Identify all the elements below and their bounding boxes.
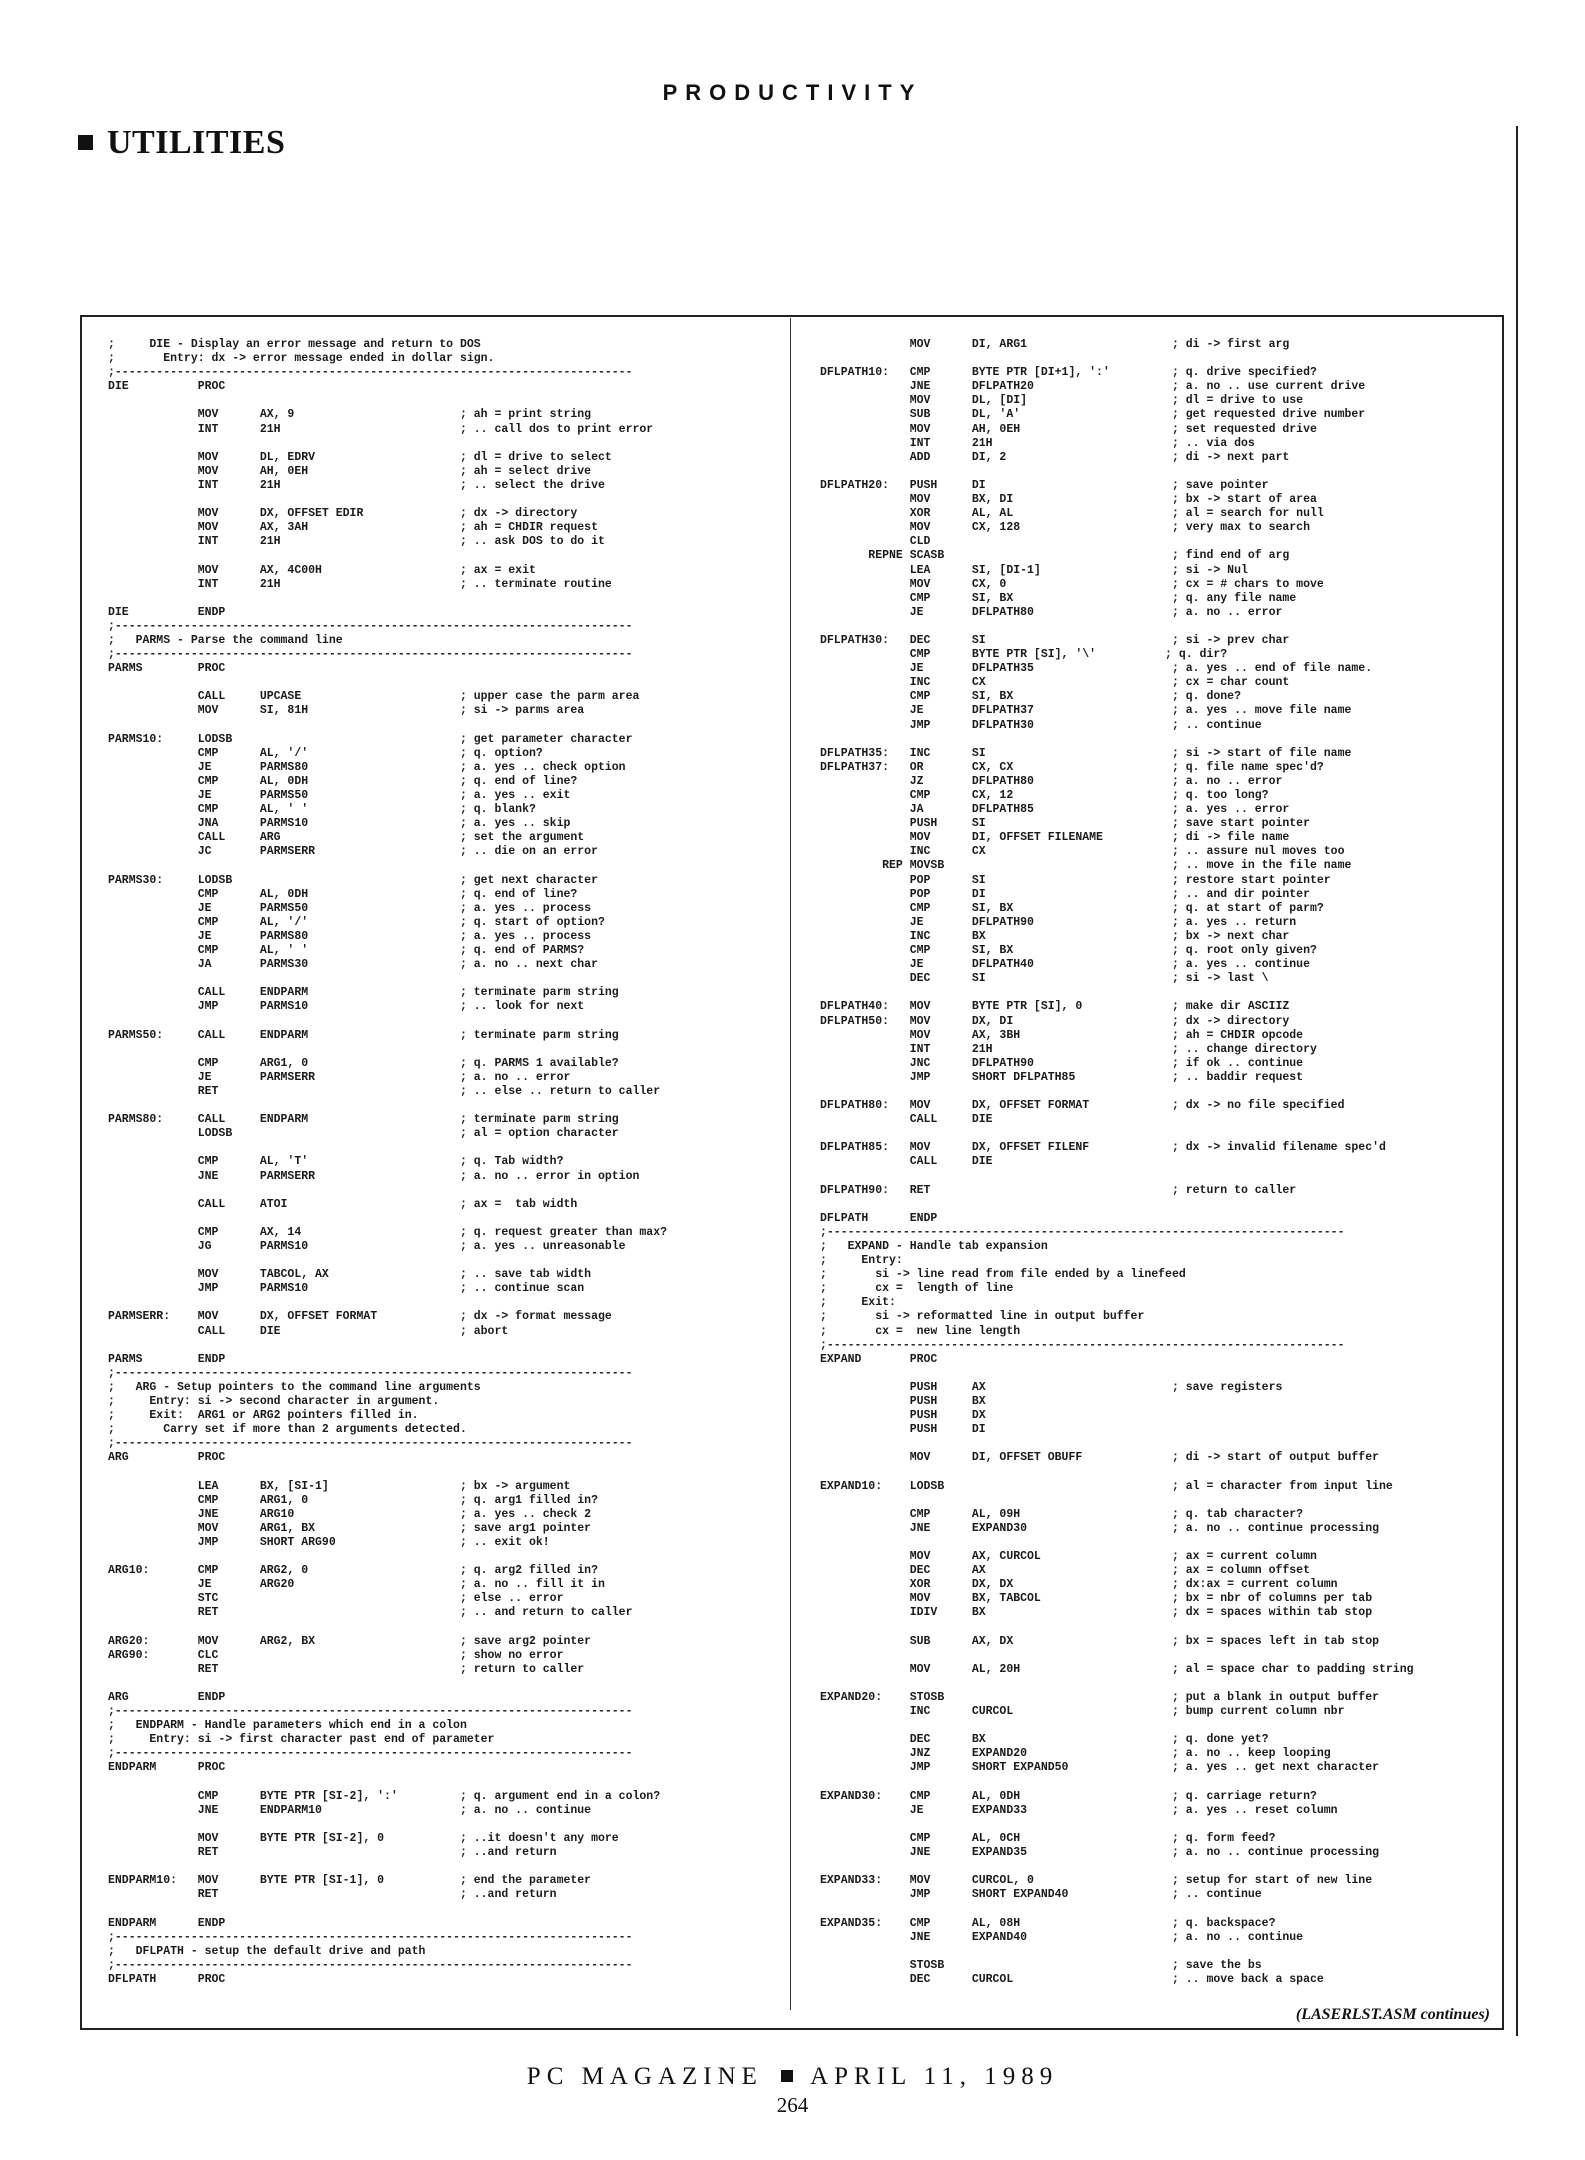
code-line: ;--------------------------------------------------------------------------- bbox=[108, 1705, 633, 1719]
page-heading-text: UTILITIES bbox=[107, 124, 286, 161]
code-line: LODSB ; al = option character bbox=[108, 1127, 619, 1141]
code-line: DFLPATH ENDP bbox=[820, 1211, 938, 1225]
code-line: JMP SHORT ARG90 ; .. exit ok! bbox=[108, 1535, 550, 1549]
code-line: CALL ENDPARM ; terminate parm string bbox=[108, 986, 619, 1000]
code-line: CMP ARG1, 0 ; q. PARMS 1 available? bbox=[108, 1056, 619, 1070]
code-line: ; DIE - Display an error message and return to DOS bbox=[108, 338, 481, 351]
code-line: INC CX ; cx = char count bbox=[820, 676, 1290, 690]
code-line: DFLPATH PROC bbox=[108, 1972, 226, 1986]
code-line: CMP SI, BX ; q. at start of parm? bbox=[820, 901, 1324, 915]
code-line: ;--------------------------------------------------------------------------- bbox=[108, 1366, 633, 1380]
code-line: INT 21H ; .. change directory bbox=[820, 1042, 1317, 1056]
page-heading bbox=[78, 124, 285, 162]
code-line: JE PARMS80 ; a. yes .. check option bbox=[108, 760, 626, 774]
code-line: JE DFLPATH90 ; a. yes .. return bbox=[820, 915, 1297, 929]
code-line: INC BX ; bx -> next char bbox=[820, 929, 1290, 943]
code-line: JNA PARMS10 ; a. yes .. skip bbox=[108, 817, 571, 831]
code-line: ARG20: MOV ARG2, BX ; save arg2 pointer bbox=[108, 1634, 592, 1648]
code-line: ARG10: CMP ARG2, 0 ; q. arg2 filled in? bbox=[108, 1564, 598, 1578]
listing-continuation-caption: (LASERLST.ASM continues) bbox=[1295, 2006, 1490, 2023]
footer-publication: PC MAGAZINE bbox=[526, 2063, 763, 2090]
footer-date: APRIL 11, 1989 bbox=[810, 2063, 1059, 2090]
code-line: ENDPARM10: MOV BYTE PTR [SI-1], 0 ; end the parameter bbox=[108, 1874, 592, 1888]
code-line: MOV DX, OFFSET EDIR ; dx -> directory bbox=[108, 507, 578, 521]
code-line: LEA BX, [SI-1] ; bx -> argument bbox=[108, 1479, 571, 1493]
code-line: POP SI ; restore start pointer bbox=[820, 873, 1331, 887]
code-line: PUSH DX bbox=[820, 1409, 986, 1423]
code-line: CALL UPCASE ; upper case the parm area bbox=[108, 690, 640, 704]
code-line: JE PARMS50 ; a. yes .. exit bbox=[108, 789, 571, 802]
code-line: DFLPATH37: OR CX, CX ; q. file name spec'd? bbox=[820, 760, 1324, 774]
code-line: JMP PARMS10 ; .. continue scan bbox=[108, 1282, 585, 1296]
section-label: PRODUCTIVITY bbox=[662, 80, 923, 105]
code-line: ENDPARM PROC bbox=[108, 1761, 226, 1775]
code-line: JE DFLPATH80 ; a. no .. error bbox=[820, 605, 1283, 619]
code-line: JE DFLPATH40 ; a. yes .. continue bbox=[820, 958, 1310, 972]
code-line: CMP BYTE PTR [SI], '\' ; q. dir? bbox=[820, 648, 1228, 662]
code-line: MOV CX, 128 ; very max to search bbox=[820, 521, 1310, 535]
code-line: DFLPATH30: DEC SI ; si -> prev char bbox=[820, 633, 1290, 647]
code-line: DEC SI ; si -> last \ bbox=[820, 972, 1269, 986]
code-line: MOV DI, OFFSET FILENAME ; di -> file name bbox=[820, 831, 1290, 845]
code-line: ; Entry: si -> first character past end of parameter bbox=[108, 1733, 495, 1747]
code-line: ; PARMS - Parse the command line bbox=[108, 633, 343, 647]
code-line: ;--------------------------------------------------------------------------- bbox=[820, 1225, 1345, 1239]
code-line: JNC DFLPATH90 ; if ok .. continue bbox=[820, 1056, 1304, 1070]
code-line: MOV AL, 20H ; al = space char to padding string bbox=[820, 1662, 1414, 1676]
code-line: MOV DI, OFFSET OBUFF ; di -> start of output buffer bbox=[820, 1451, 1379, 1465]
code-line: CMP AL, 'T' ; q. Tab width? bbox=[108, 1155, 564, 1169]
code-line: CALL DIE bbox=[820, 1155, 993, 1169]
page-footer bbox=[0, 2063, 1585, 2091]
code-line: JNE EXPAND35 ; a. no .. continue processing bbox=[820, 1846, 1379, 1860]
code-line: RET ; .. and return to caller bbox=[108, 1606, 633, 1620]
code-line: MOV ARG1, BX ; save arg1 pointer bbox=[108, 1521, 592, 1535]
code-line: MOV BYTE PTR [SI-2], 0 ; ..it doesn't any more bbox=[108, 1831, 619, 1845]
code-line: JMP DFLPATH30 ; .. continue bbox=[820, 718, 1262, 732]
code-line: JNE PARMSERR ; a. no .. error in option bbox=[108, 1169, 640, 1183]
code-line: ;--------------------------------------------------------------------------- bbox=[108, 366, 633, 380]
code-line: MOV SI, 81H ; si -> parms area bbox=[108, 704, 585, 718]
code-line: MOV AX, 4C00H ; ax = exit bbox=[108, 563, 536, 577]
code-line: CALL ARG ; set the argument bbox=[108, 831, 585, 845]
code-line: DFLPATH35: INC SI ; si -> start of file name bbox=[820, 746, 1352, 760]
code-line: PUSH BX bbox=[820, 1395, 986, 1409]
code-line: CALL ATOI ; ax = tab width bbox=[108, 1197, 578, 1211]
code-line: ; Entry: si -> second character in argument. bbox=[108, 1395, 440, 1409]
code-line: ;--------------------------------------------------------------------------- bbox=[108, 1437, 633, 1451]
code-line: ARG ENDP bbox=[108, 1691, 226, 1704]
code-line: ; Exit: bbox=[820, 1296, 896, 1310]
code-line: DEC BX ; q. done yet? bbox=[820, 1733, 1269, 1747]
code-line: JMP SHORT EXPAND50 ; a. yes .. get next character bbox=[820, 1761, 1379, 1775]
code-line: JE EXPAND33 ; a. yes .. reset column bbox=[820, 1803, 1338, 1817]
code-line: DFLPATH85: MOV DX, OFFSET FILENF ; dx -> invalid filename spec'd bbox=[820, 1141, 1386, 1155]
code-line: ; ENDPARM - Handle parameters which end in a colon bbox=[108, 1719, 467, 1733]
code-line: MOV BX, DI ; bx -> start of area bbox=[820, 493, 1317, 507]
code-line: STOSB ; save the bs bbox=[820, 1958, 1262, 1972]
code-line: MOV AH, 0EH ; set requested drive bbox=[820, 422, 1317, 436]
code-line: ; cx = new line length bbox=[820, 1324, 1021, 1338]
code-line: DFLPATH80: MOV DX, OFFSET FORMAT ; dx -> no file specified bbox=[820, 1099, 1345, 1113]
code-line: ARG PROC bbox=[108, 1451, 226, 1465]
code-line: CMP AL, 0DH ; q. end of line? bbox=[108, 887, 578, 901]
code-line: CMP AL, ' ' ; q. blank? bbox=[108, 803, 536, 817]
code-line: ; Entry: bbox=[820, 1254, 903, 1268]
code-line: JNE EXPAND30 ; a. no .. continue processing bbox=[820, 1521, 1379, 1535]
code-line: MOV AX, CURCOL ; ax = current column bbox=[820, 1550, 1317, 1564]
code-line: PARMS50: CALL ENDPARM ; terminate parm string bbox=[108, 1028, 619, 1042]
code-line: JMP PARMS10 ; .. look for next bbox=[108, 1000, 585, 1014]
code-line: DEC AX ; ax = column offset bbox=[820, 1564, 1310, 1578]
code-line: ENDPARM ENDP bbox=[108, 1916, 226, 1930]
code-line: JNE ENDPARM10 ; a. no .. continue bbox=[108, 1803, 592, 1817]
code-line: CMP AL, '/' ; q. start of option? bbox=[108, 915, 605, 929]
code-line: INT 21H ; .. select the drive bbox=[108, 478, 605, 492]
code-line: REPNE SCASB ; find end of arg bbox=[820, 549, 1290, 563]
code-line: REP MOVSB ; .. move in the file name bbox=[820, 859, 1352, 873]
code-line: INC CX ; .. assure nul moves too bbox=[820, 845, 1345, 859]
code-line: PARMS80: CALL ENDPARM ; terminate parm string bbox=[108, 1113, 619, 1127]
code-line: CMP CX, 12 ; q. too long? bbox=[820, 789, 1269, 802]
code-line: POP DI ; .. and dir pointer bbox=[820, 887, 1310, 901]
code-line: CMP AL, 09H ; q. tab character? bbox=[820, 1507, 1304, 1521]
code-line: CMP BYTE PTR [SI-2], ':' ; q. argument end in a colon? bbox=[108, 1789, 661, 1803]
code-line: MOV CX, 0 ; cx = # chars to move bbox=[820, 577, 1324, 591]
code-line: JE PARMS80 ; a. yes .. process bbox=[108, 929, 592, 943]
code-line: PUSH SI ; save start pointer bbox=[820, 817, 1310, 831]
code-line: ;--------------------------------------------------------------------------- bbox=[108, 1958, 633, 1972]
code-line: ; si -> reformatted line in output buffer bbox=[820, 1310, 1145, 1324]
code-line: JZ DFLPATH80 ; a. no .. error bbox=[820, 774, 1283, 788]
code-line: CMP AL, 0DH ; q. end of line? bbox=[108, 774, 578, 788]
code-line: PARMS ENDP bbox=[108, 1352, 226, 1366]
code-line: INT 21H ; .. ask DOS to do it bbox=[108, 535, 605, 549]
code-line: CMP AL, ' ' ; q. end of PARMS? bbox=[108, 944, 585, 958]
code-line: ; Carry set if more than 2 arguments detected. bbox=[108, 1423, 467, 1437]
code-line: PARMS PROC bbox=[108, 662, 226, 676]
code-line: ADD DI, 2 ; di -> next part bbox=[820, 450, 1290, 464]
code-line: DFLPATH40: MOV BYTE PTR [SI], 0 ; make dir ASCIIZ bbox=[820, 1000, 1290, 1014]
code-line: MOV BX, TABCOL ; bx = nbr of columns per tab bbox=[820, 1592, 1373, 1606]
code-line: JNE EXPAND40 ; a. no .. continue bbox=[820, 1930, 1304, 1944]
code-line: PUSH AX ; save registers bbox=[820, 1380, 1283, 1394]
code-line: ;--------------------------------------------------------------------------- bbox=[108, 1747, 633, 1761]
code-line: EXPAND33: MOV CURCOL, 0 ; setup for start of new line bbox=[820, 1874, 1373, 1888]
code-line: JA PARMS30 ; a. no .. next char bbox=[108, 958, 598, 972]
page-number: 264 bbox=[776, 2093, 809, 2117]
code-line: DFLPATH50: MOV DX, DI ; dx -> directory bbox=[820, 1014, 1290, 1028]
code-line: CMP ARG1, 0 ; q. arg1 filled in? bbox=[108, 1493, 598, 1507]
code-line: MOV DL, EDRV ; dl = drive to select bbox=[108, 450, 612, 464]
code-line: ;--------------------------------------------------------------------------- bbox=[108, 1930, 633, 1944]
code-line: CLD bbox=[820, 535, 931, 549]
code-line: CMP AL, '/' ; q. option? bbox=[108, 746, 543, 760]
code-line: INT 21H ; .. call dos to print error bbox=[108, 422, 654, 436]
code-line: MOV DI, ARG1 ; di -> first arg bbox=[820, 338, 1290, 351]
code-line: DIE ENDP bbox=[108, 605, 226, 619]
code-line: ; EXPAND - Handle tab expansion bbox=[820, 1240, 1048, 1253]
code-line: ; Entry: dx -> error message ended in dollar sign. bbox=[108, 352, 495, 366]
code-line: SUB DL, 'A' ; get requested drive number bbox=[820, 408, 1366, 422]
code-line: DEC CURCOL ; .. move back a space bbox=[820, 1972, 1324, 1986]
code-line: DIE PROC bbox=[108, 380, 226, 394]
code-line: JNZ EXPAND20 ; a. no .. keep looping bbox=[820, 1747, 1331, 1761]
code-line: DFLPATH20: PUSH DI ; save pointer bbox=[820, 478, 1269, 492]
code-line: INT 21H ; .. via dos bbox=[820, 436, 1255, 450]
code-line: JNE DFLPATH20 ; a. no .. use current drive bbox=[820, 380, 1366, 394]
code-listing-left-column bbox=[108, 338, 667, 1987]
code-line: STC ; else .. error bbox=[108, 1592, 564, 1606]
code-line: JE DFLPATH37 ; a. yes .. move file name bbox=[820, 704, 1352, 718]
footer-bullet-icon bbox=[781, 2070, 793, 2082]
code-line: JE PARMSERR ; a. no .. error bbox=[108, 1070, 571, 1084]
code-line: EXPAND PROC bbox=[820, 1352, 938, 1366]
code-line: JMP SHORT EXPAND40 ; .. continue bbox=[820, 1888, 1262, 1902]
right-margin-rule bbox=[1516, 126, 1518, 2036]
code-line: DFLPATH90: RET ; return to caller bbox=[820, 1183, 1297, 1197]
code-line: ; cx = length of line bbox=[820, 1282, 1014, 1296]
code-line: IDIV BX ; dx = spaces within tab stop bbox=[820, 1606, 1373, 1620]
code-line: CALL DIE ; abort bbox=[108, 1324, 509, 1338]
code-line: CALL DIE bbox=[820, 1113, 993, 1127]
code-line: PARMS10: LODSB ; get parameter character bbox=[108, 732, 633, 746]
code-line: ; Exit: ARG1 or ARG2 pointers filled in. bbox=[108, 1409, 419, 1423]
code-line: INC CURCOL ; bump current column nbr bbox=[820, 1705, 1345, 1719]
code-line: RET ; ..and return bbox=[108, 1846, 557, 1860]
code-line: ; ARG - Setup pointers to the command line arguments bbox=[108, 1380, 481, 1394]
code-line: RET ; ..and return bbox=[108, 1888, 557, 1902]
code-line: JE DFLPATH35 ; a. yes .. end of file name. bbox=[820, 662, 1373, 676]
code-line: ; si -> line read from file ended by a linefeed bbox=[820, 1268, 1186, 1282]
code-line: LEA SI, [DI-1] ; si -> Nul bbox=[820, 563, 1248, 577]
code-line: JE ARG20 ; a. no .. fill it in bbox=[108, 1578, 605, 1592]
code-line: SUB AX, DX ; bx = spaces left in tab stop bbox=[820, 1634, 1379, 1648]
code-listing-right-column bbox=[820, 338, 1414, 1987]
code-line: ;--------------------------------------------------------------------------- bbox=[820, 1338, 1345, 1352]
code-line: JMP SHORT DFLPATH85 ; .. baddir request bbox=[820, 1070, 1304, 1084]
code-line: JA DFLPATH85 ; a. yes .. error bbox=[820, 803, 1290, 817]
code-line: MOV DL, [DI] ; dl = drive to use bbox=[820, 394, 1304, 408]
code-line: CMP AL, 0CH ; q. form feed? bbox=[820, 1831, 1276, 1845]
code-line: CMP SI, BX ; q. done? bbox=[820, 690, 1241, 704]
code-line: CMP AX, 14 ; q. request greater than max? bbox=[108, 1225, 667, 1239]
code-line: ; DFLPATH - setup the default drive and path bbox=[108, 1944, 426, 1958]
code-line: XOR DX, DX ; dx:ax = current column bbox=[820, 1578, 1338, 1592]
code-line: MOV AX, 3AH ; ah = CHDIR request bbox=[108, 521, 598, 535]
code-line: JG PARMS10 ; a. yes .. unreasonable bbox=[108, 1240, 626, 1253]
code-line: PARMS30: LODSB ; get next character bbox=[108, 873, 598, 887]
code-line: MOV AH, 0EH ; ah = select drive bbox=[108, 464, 592, 478]
code-line: JNE ARG10 ; a. yes .. check 2 bbox=[108, 1507, 592, 1521]
code-line: RET ; return to caller bbox=[108, 1662, 585, 1676]
code-line: MOV AX, 3BH ; ah = CHDIR opcode bbox=[820, 1028, 1304, 1042]
code-line: PUSH DI bbox=[820, 1423, 986, 1437]
column-divider bbox=[790, 318, 791, 2010]
code-line: XOR AL, AL ; al = search for null bbox=[820, 507, 1324, 521]
heading-bullet-icon bbox=[78, 135, 93, 150]
code-line: RET ; .. else .. return to caller bbox=[108, 1084, 661, 1098]
code-line: MOV TABCOL, AX ; .. save tab width bbox=[108, 1268, 592, 1282]
code-line: ARG90: CLC ; show no error bbox=[108, 1648, 564, 1662]
code-line: JC PARMSERR ; .. die on an error bbox=[108, 845, 598, 859]
code-line: CMP SI, BX ; q. any file name bbox=[820, 591, 1297, 605]
code-line: CMP SI, BX ; q. root only given? bbox=[820, 944, 1317, 958]
code-line: DFLPATH10: CMP BYTE PTR [DI+1], ':' ; q. drive specified? bbox=[820, 366, 1317, 380]
code-line: EXPAND10: LODSB ; al = character from input line bbox=[820, 1479, 1393, 1493]
code-line: INT 21H ; .. terminate routine bbox=[108, 577, 612, 591]
code-line: EXPAND35: CMP AL, 08H ; q. backspace? bbox=[820, 1916, 1276, 1930]
code-line: EXPAND20: STOSB ; put a blank in output buffer bbox=[820, 1691, 1379, 1704]
code-line: ;--------------------------------------------------------------------------- bbox=[108, 648, 633, 662]
code-line: ;--------------------------------------------------------------------------- bbox=[108, 619, 633, 633]
code-line: JE PARMS50 ; a. yes .. process bbox=[108, 901, 592, 915]
code-line: PARMSERR: MOV DX, OFFSET FORMAT ; dx -> format message bbox=[108, 1310, 612, 1324]
code-line: EXPAND30: CMP AL, 0DH ; q. carriage return? bbox=[820, 1789, 1317, 1803]
code-line: MOV AX, 9 ; ah = print string bbox=[108, 408, 592, 422]
